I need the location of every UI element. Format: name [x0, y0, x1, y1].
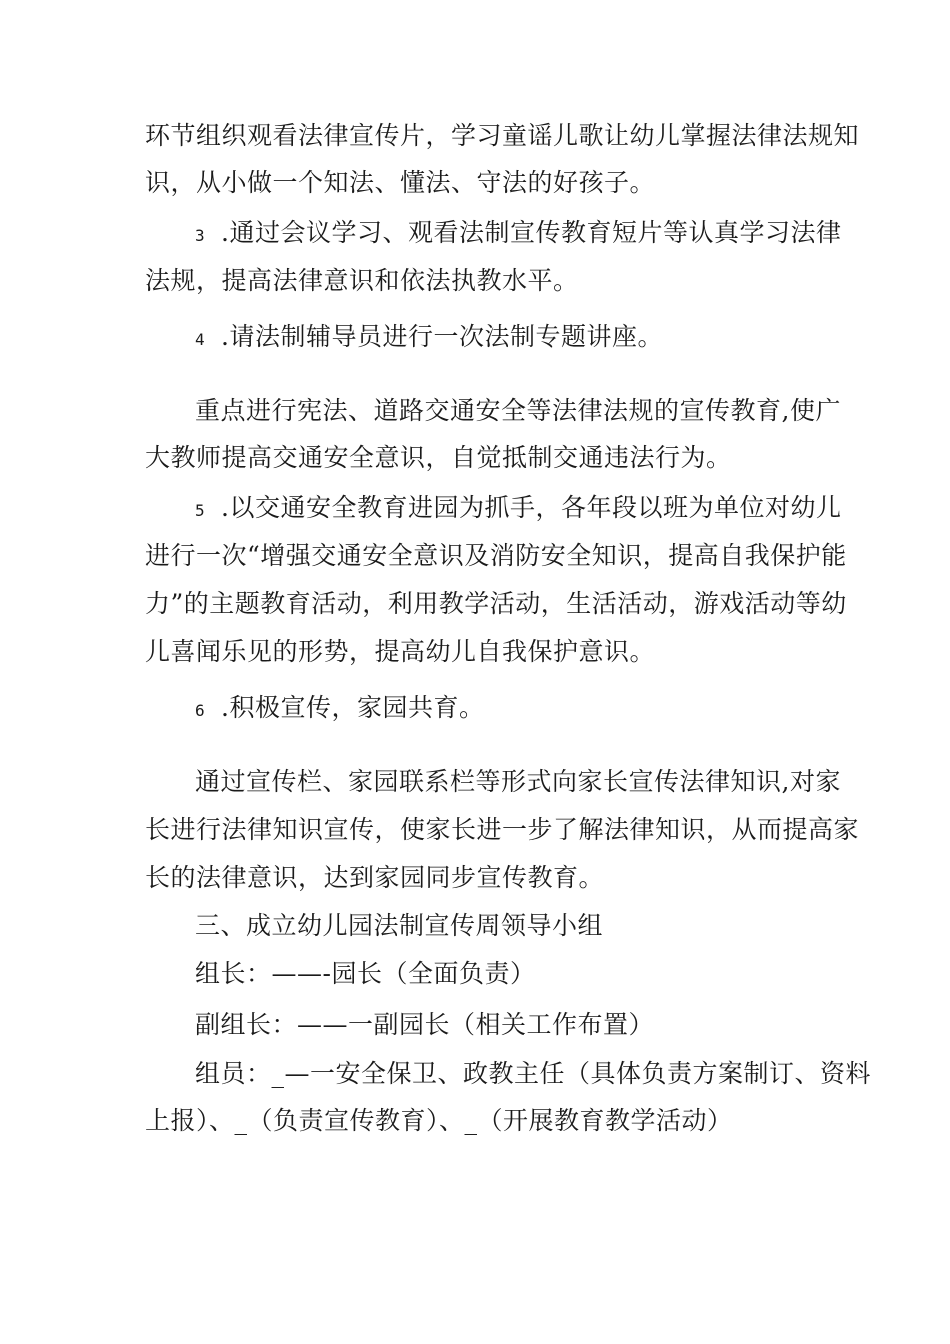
list-item-4 — [195, 322, 810, 355]
list-item-5 — [195, 493, 842, 526]
list-number: 5 — [195, 501, 206, 520]
text-line: .通过会议学习、观看法制宣传教育短片等认真学习法律 — [221, 218, 842, 247]
text-line: 通过宣传栏、家园联系栏等形式向家长宣传法律知识,对家 — [195, 767, 841, 796]
text-line: 上报）、_（负责宣传教育）、_（开展教育教学活动） — [145, 1106, 733, 1135]
text-line: 组员：_—一安全保卫、政教主任（具体负责方案制订、资料 — [195, 1059, 872, 1088]
text-line: 副组长：——一副园长（相关工作布置） — [195, 1010, 655, 1039]
list-item-3 — [195, 218, 842, 251]
text-line: 组长：——-园长（全面负责） — [195, 959, 536, 988]
text-line: .积极宣传，家园共育。 — [221, 693, 485, 722]
list-item-6 — [195, 693, 810, 726]
text-line: 环节组织观看法律宣传片，学习童谣儿歌让幼儿掌握法律法规知 — [145, 121, 860, 150]
text-line: 长进行法律知识宣传，使家长进一步了解法律知识，从而提高家 — [145, 815, 860, 844]
text-line: 重点进行宪法、道路交通安全等法律法规的宣传教育,使广 — [195, 396, 841, 425]
text-line: 法规，提高法律意识和依法执教水平。 — [145, 266, 579, 295]
text-line: 力”的主题教育活动，利用教学活动，生活活动，游戏活动等幼 — [145, 589, 847, 618]
text-line: 长的法律意识，达到家园同步宣传教育。 — [145, 863, 605, 892]
text-line: .请法制辅导员进行一次法制专题讲座。 — [221, 322, 663, 351]
list-number: 6 — [195, 701, 206, 720]
section-heading: 三、成立幼儿园法制宣传周领导小组 — [195, 911, 604, 940]
text-line: .以交通安全教育进园为抓手，各年段以班为单位对幼儿 — [221, 493, 842, 522]
list-number: 3 — [195, 226, 206, 245]
text-line: 进行一次“增强交通安全意识及消防安全知识，提高自我保护能 — [145, 541, 847, 570]
text-line: 大教师提高交通安全意识，自觉抵制交通违法行为。 — [145, 443, 732, 472]
text-line: 儿喜闻乐见的形势，提高幼儿自我保护意识。 — [145, 637, 656, 666]
text-line: 识，从小做一个知法、懂法、守法的好孩子。 — [145, 168, 656, 197]
list-number: 4 — [195, 330, 206, 349]
